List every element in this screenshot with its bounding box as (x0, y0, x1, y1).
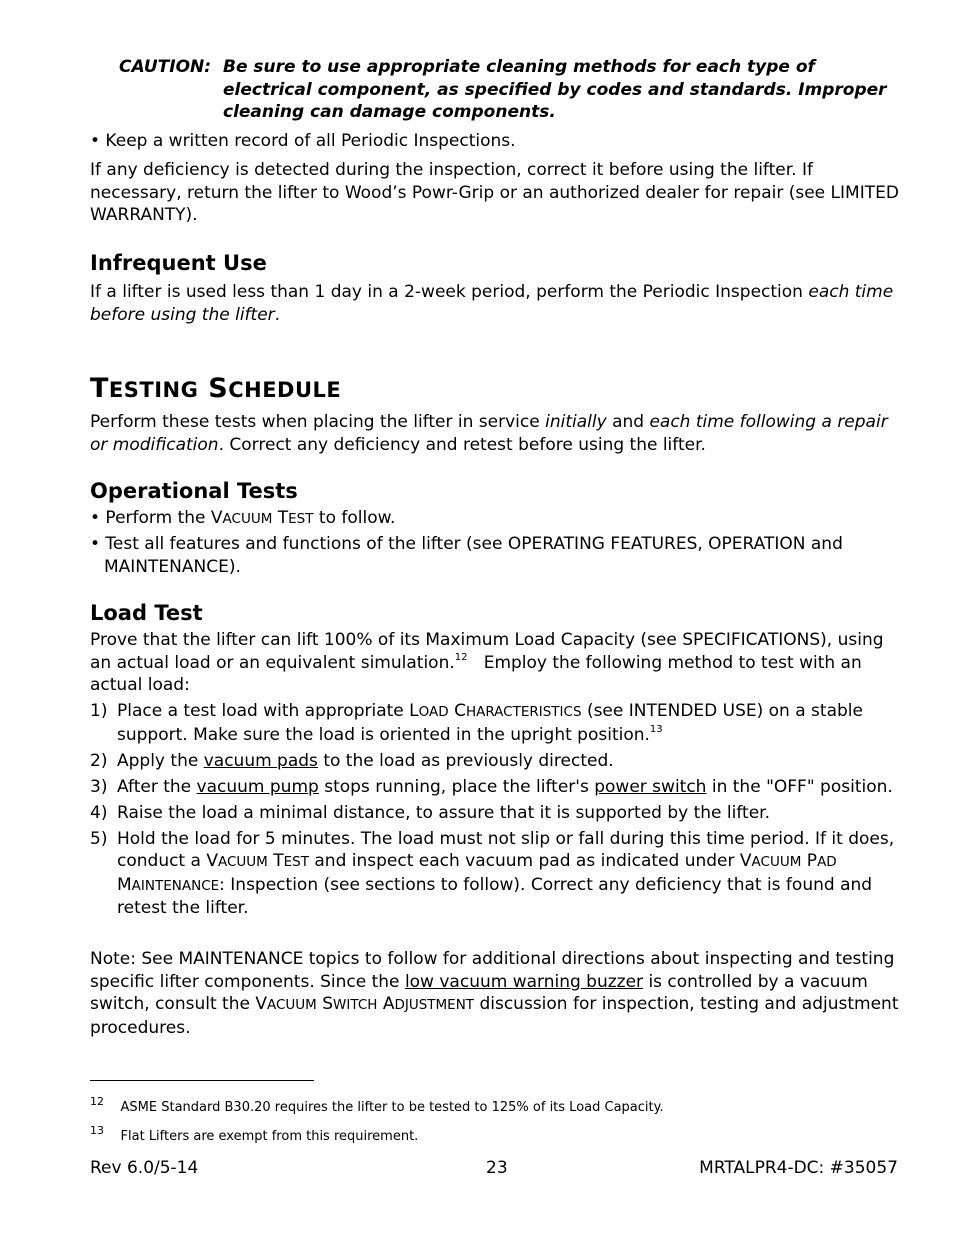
testing-schedule-intro: Perform these tests when placing the lifter in service initially and each time following a repair or modification. Correct any deficiency and retest before using the lifter. (90, 412, 888, 455)
operational-tests-heading: Operational Tests (90, 479, 298, 503)
load-test-steps (90, 700, 902, 923)
caution-label: CAUTION: (119, 57, 212, 77)
footer-page-number: 23 (486, 1158, 508, 1178)
load-test-intro: Prove that the lifter can lift 100% of its Maximum Load Capacity (see SPECIFICATIONS), using an actual load or an equivalent simulation.$^{12}$ Employ the following method to test with an actual load: (90, 630, 884, 695)
load-step-4: 4) Raise the load a minimal distance, to assure that it is supported by the lifter. (90, 802, 771, 823)
footer-revision: Rev 6.0/5-14 (90, 1158, 199, 1178)
testing-schedule-heading: TESTING SCHEDULE (90, 373, 342, 404)
infrequent-use-heading: Infrequent Use (90, 251, 267, 275)
maintenance-note: Note: See MAINTENANCE topics to follow for additional directions about inspecting and testing specific lifter components. Since the low vacuum warning buzzer is controlled by a vacuum switch, consult the VACUUM SWITCH ADJUSTMENT discussion for inspection, testing and adjustment procedures. (90, 949, 899, 1038)
periodic-deficiency-paragraph: If any deficiency is detected during the inspection, correct it before using the lifter. If necessary, return the lifter to Wood’s Powr-Grip or an authorized dealer for repair (see LIMITED WARRANTY). (90, 160, 899, 225)
footnote-13: $^{13}$ Flat Lifters are exempt from this requirement. (90, 1124, 419, 1144)
caution-text: Be sure to use appropriate cleaning methods for each type of electrical component, as specified by codes and standards. Improper cleaning can damage components. (223, 57, 887, 122)
footer-document-number: MRTALPR4-DC: #35057 (699, 1158, 898, 1178)
load-step-5: 5) Hold the load for 5 minutes. The load must not slip or fall during this time period. If it does, conduct a VACUUM TEST and inspect each vacuum pad as indicated under VACUUM PAD MAINTENANCE: Inspection (see sections to follow). Correct any deficiency that is found and retest the lifter. (90, 828, 895, 918)
operational-bullet-vacuum-test: • Perform the VACUUM TEST to follow. (90, 508, 396, 528)
load-test-heading: Load Test (90, 601, 203, 625)
load-step-1: 1) Place a test load with appropriate LOAD CHARACTERISTICS (see INTENDED USE) on a stable support. Make sure the load is oriented in the upright position.$^{13}$ (90, 701, 863, 745)
infrequent-use-paragraph: If a lifter is used less than 1 day in a 2-week period, perform the Periodic Inspection each time before using the lifter. (90, 282, 894, 325)
footnote-separator (90, 1080, 314, 1081)
footnote-12: $^{12}$ ASME Standard B30.20 requires the lifter to be tested to 125% of its Load Capacity. (90, 1095, 664, 1115)
caution-note (119, 56, 909, 124)
operational-bullet-features: • Test all features and functions of the lifter (see OPERATING FEATURES, OPERATION and MAINTENANCE). (90, 534, 843, 577)
load-step-2: 2) Apply the vacuum pads to the load as previously directed. (90, 750, 614, 771)
load-step-3: 3) After the vacuum pump stops running, place the lifter's power switch in the "OFF" position. (90, 776, 893, 797)
periodic-record-bullet: • Keep a written record of all Periodic Inspections. (90, 131, 516, 151)
